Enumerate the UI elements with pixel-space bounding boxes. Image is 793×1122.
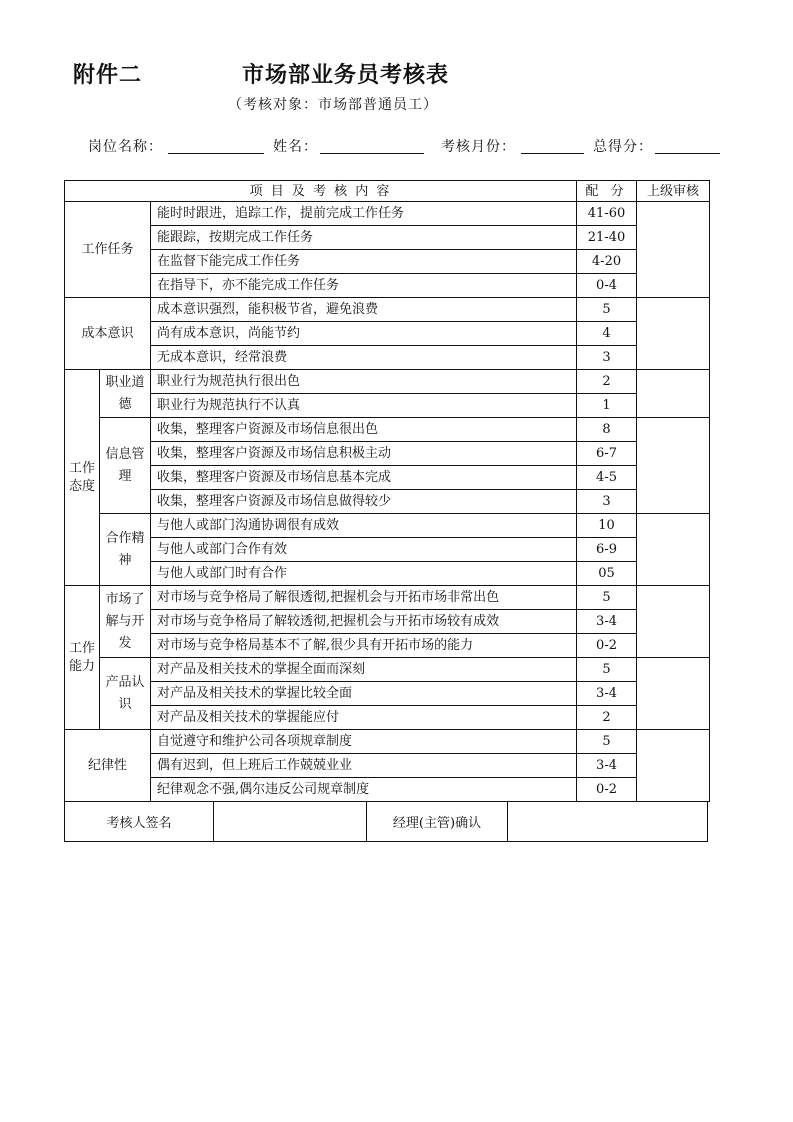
score-value: 41-60	[577, 202, 637, 226]
header-review: 上级审核	[637, 181, 710, 202]
review-cell-market-development[interactable]	[637, 586, 710, 658]
score-value: 2	[577, 706, 637, 730]
assessor-signature-label: 考核人签名	[65, 802, 214, 842]
table-row	[65, 202, 710, 226]
score-value: 5	[577, 298, 637, 322]
criterion-text: 对市场与竞争格局了解较透彻,把握机会与开拓市场较有成效	[151, 610, 577, 634]
score-value: 4	[577, 322, 637, 346]
score-value: 5	[577, 730, 637, 754]
criterion-text: 在指导下，亦不能完成工作任务	[151, 274, 577, 298]
criterion-text: 在监督下能完成工作任务	[151, 250, 577, 274]
review-cell-discipline[interactable]	[637, 730, 710, 802]
month-field[interactable]	[521, 153, 584, 154]
table-row	[65, 538, 710, 562]
table-row	[65, 226, 710, 250]
criterion-text: 职业行为规范执行不认真	[151, 394, 577, 418]
table-row	[65, 442, 710, 466]
position-field[interactable]	[168, 153, 264, 154]
total-score-label: 总得分：	[593, 139, 653, 155]
table-row	[65, 418, 710, 442]
criterion-text: 对产品及相关技术的掌握能应付	[151, 706, 577, 730]
criterion-text: 对产品及相关技术的掌握比较全面	[151, 682, 577, 706]
name-field[interactable]	[320, 153, 424, 154]
criterion-text: 偶有迟到，但上班后工作兢兢业业	[151, 754, 577, 778]
table-row	[65, 754, 710, 778]
category-work-attitude: 工作态度	[65, 370, 100, 586]
score-value: 3	[577, 490, 637, 514]
signature-table	[64, 802, 708, 842]
score-value: 4-5	[577, 466, 637, 490]
score-value: 3-4	[577, 754, 637, 778]
table-row	[65, 322, 710, 346]
score-value: 21-40	[577, 226, 637, 250]
table-row	[65, 394, 710, 418]
criterion-text: 收集，整理客户资源及市场信息积极主动	[151, 442, 577, 466]
criterion-text: 自觉遵守和维护公司各项规章制度	[151, 730, 577, 754]
score-value: 2	[577, 370, 637, 394]
header-score: 配 分	[577, 181, 637, 202]
criterion-text: 收集，整理客户资源及市场信息做得较少	[151, 490, 577, 514]
table-row	[65, 466, 710, 490]
criterion-text: 与他人或部门合作有效	[151, 538, 577, 562]
table-row	[65, 346, 710, 370]
subcategory-market-development: 市场了解与开发	[100, 586, 151, 658]
review-cell-info-management[interactable]	[637, 418, 710, 514]
table-row	[65, 298, 710, 322]
criterion-text: 能跟踪，按期完成工作任务	[151, 226, 577, 250]
category-discipline: 纪律性	[65, 730, 151, 802]
table-row	[65, 274, 710, 298]
score-value: 5	[577, 586, 637, 610]
review-cell-product-knowledge[interactable]	[637, 658, 710, 730]
subcategory-teamwork: 合作精神	[100, 514, 151, 586]
criterion-text: 收集，整理客户资源及市场信息基本完成	[151, 466, 577, 490]
score-value: 8	[577, 418, 637, 442]
table-row	[65, 682, 710, 706]
review-cell-work-task[interactable]	[637, 202, 710, 298]
criterion-text: 对市场与竞争格局了解很透彻,把握机会与开拓市场非常出色	[151, 586, 577, 610]
review-cell-cost-awareness[interactable]	[637, 298, 710, 370]
subcategory-professional-ethics: 职业道德	[100, 370, 151, 418]
table-header-row	[65, 181, 710, 202]
table-row	[65, 586, 710, 610]
assessor-signature-field[interactable]	[214, 802, 367, 842]
score-value: 1	[577, 394, 637, 418]
position-label: 岗位名称：	[88, 139, 163, 155]
criterion-text: 成本意识强烈，能积极节省，避免浪费	[151, 298, 577, 322]
signature-row	[65, 802, 708, 842]
name-label: 姓名：	[273, 139, 318, 155]
score-value: 5	[577, 658, 637, 682]
manager-confirm-field[interactable]	[508, 802, 708, 842]
score-value: 3	[577, 346, 637, 370]
category-work-ability: 工作能力	[65, 586, 100, 730]
table-row	[65, 634, 710, 658]
criterion-text: 纪律观念不强,偶尔违反公司规章制度	[151, 778, 577, 802]
criterion-text: 收集，整理客户资源及市场信息很出色	[151, 418, 577, 442]
criterion-text: 尚有成本意识，尚能节约	[151, 322, 577, 346]
review-cell-professional-ethics[interactable]	[637, 370, 710, 418]
category-cost-awareness: 成本意识	[65, 298, 151, 370]
table-row	[65, 706, 710, 730]
table-row	[65, 490, 710, 514]
score-value: 0-2	[577, 778, 637, 802]
table-row	[65, 778, 710, 802]
manager-confirm-label: 经理(主管)确认	[367, 802, 508, 842]
annex-label: 附件二	[73, 63, 143, 88]
criterion-text: 无成本意识，经常浪费	[151, 346, 577, 370]
score-value: 0-4	[577, 274, 637, 298]
score-value: 10	[577, 514, 637, 538]
table-row	[65, 658, 710, 682]
header-content: 项 目 及 考 核 内 容	[65, 181, 577, 202]
subcategory-info-management: 信息管理	[100, 418, 151, 514]
table-row	[65, 610, 710, 634]
score-value: 3-4	[577, 610, 637, 634]
page-title: 市场部业务员考核表	[242, 63, 450, 88]
page-subtitle: （考核对象：市场部普通员工）	[228, 97, 438, 113]
total-score-field[interactable]	[655, 153, 720, 154]
criterion-text: 职业行为规范执行很出色	[151, 370, 577, 394]
table-row	[65, 514, 710, 538]
score-value: 6-7	[577, 442, 637, 466]
score-value: 0-2	[577, 634, 637, 658]
criterion-text: 与他人或部门时有合作	[151, 562, 577, 586]
subcategory-product-knowledge: 产品认识	[100, 658, 151, 730]
score-value: 3-4	[577, 682, 637, 706]
criterion-text: 与他人或部门沟通协调很有成效	[151, 514, 577, 538]
table-row	[65, 562, 710, 586]
score-value: 4-20	[577, 250, 637, 274]
criterion-text: 对市场与竞争格局基本不了解,很少具有开拓市场的能力	[151, 634, 577, 658]
score-value: 6-9	[577, 538, 637, 562]
score-value: 05	[577, 562, 637, 586]
criterion-text: 能时时跟进，追踪工作，提前完成工作任务	[151, 202, 577, 226]
table-row	[65, 730, 710, 754]
category-work-task: 工作任务	[65, 202, 151, 298]
month-label: 考核月份：	[441, 139, 516, 155]
table-row	[65, 370, 710, 394]
assessment-table	[64, 180, 710, 802]
criterion-text: 对产品及相关技术的掌握全面而深刻	[151, 658, 577, 682]
review-cell-teamwork[interactable]	[637, 514, 710, 586]
table-row	[65, 250, 710, 274]
